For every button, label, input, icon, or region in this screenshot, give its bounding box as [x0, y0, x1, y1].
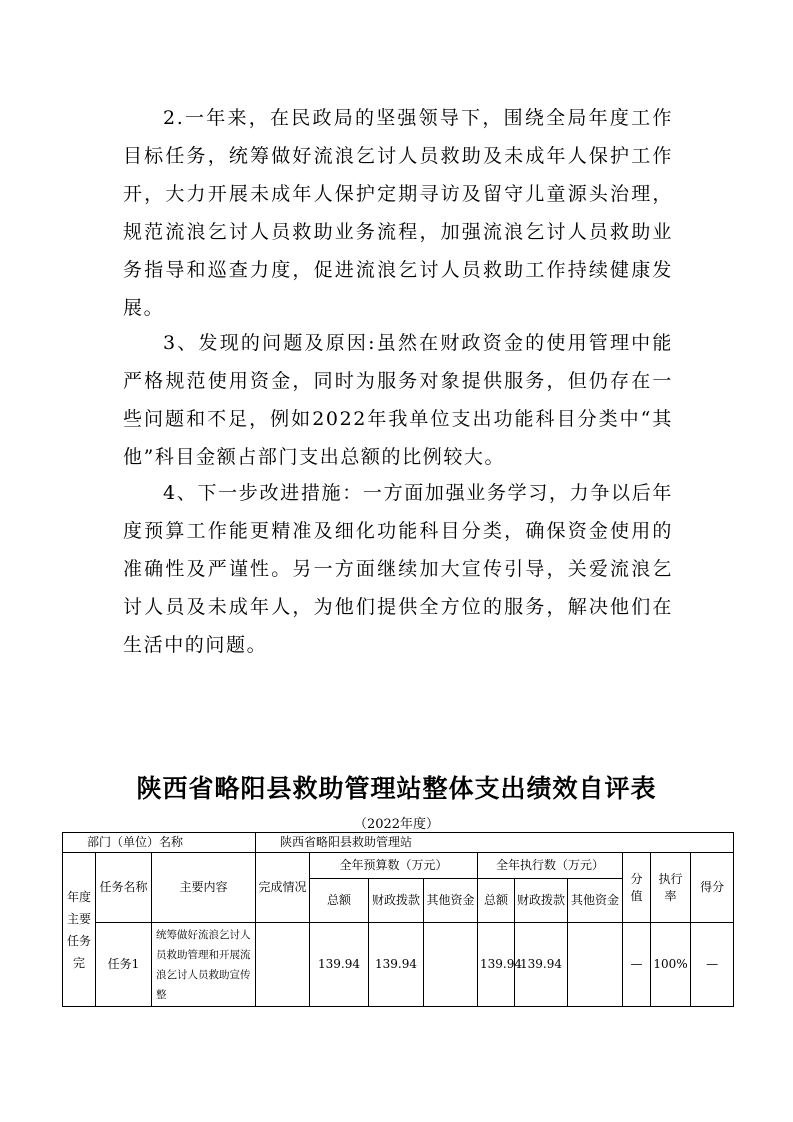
- exec-group-header: 全年执行数（万元）: [478, 853, 623, 879]
- exec-rate-cell: 100%: [651, 923, 691, 1007]
- year-task-header: 年度主要任务完: [63, 853, 96, 1007]
- score-value-cell: —: [623, 923, 651, 1007]
- budget-fiscal-cell: 139.94: [369, 923, 424, 1007]
- main-content-cell: 统筹做好流浪乞讨人员救助管理和开展流浪乞讨人员救助宣传整: [152, 923, 256, 1007]
- exec-fiscal-header: 财政拨款: [515, 879, 568, 923]
- completion-header: 完成情况: [256, 853, 310, 923]
- completion-cell: [256, 923, 310, 1007]
- table-row: [63, 833, 734, 853]
- exec-fiscal-cell: 139.94: [515, 923, 568, 1007]
- budget-other-cell: [424, 923, 478, 1007]
- paragraph-problems: 3、发现的问题及原因:虽然在财政资金的使用管理中能严格规范使用资金，同时为服务对象提供服务，但仍存在一些问题和不足，例如2022年我单位支出功能科目分类中“其他”科目金额占部门支出总额的比例较大。: [123, 332, 673, 468]
- budget-total-cell: 139.94: [310, 923, 369, 1007]
- main-content-header: 主要内容: [152, 853, 256, 923]
- dept-label: 部门（单位）名称: [63, 833, 256, 853]
- task-name-cell: 任务1: [96, 923, 152, 1007]
- exec-rate-header: 执行率: [651, 853, 691, 923]
- paragraph-improvements: 4、下一步改进措施：一方面加强业务学习，力争以后年度预算工作能更精准及细化功能科目分类，确保资金使用的准确性及严谨性。另一方面继续加大宣传引导，关爱流浪乞讨人员及未成年人，为他们提供全方位的服务，解决他们在生活中的问题。: [123, 482, 673, 656]
- budget-other-header: 其他资金: [424, 879, 478, 923]
- task-name-header: 任务名称: [96, 853, 152, 923]
- table-header-row: [63, 853, 734, 879]
- score-value-header: 分值: [623, 853, 651, 923]
- table-subtitle: （2022年度）: [353, 817, 440, 832]
- budget-fiscal-header: 财政拨款: [369, 879, 424, 923]
- exec-total-cell: 139.94: [478, 923, 515, 1007]
- budget-group-header: 全年预算数（万元）: [310, 853, 478, 879]
- table-title: 陕西省略阳县救助管理站整体支出绩效自评表: [136, 774, 657, 803]
- exec-other-cell: [568, 923, 623, 1007]
- dept-value: 陕西省略阳县救助管理站: [256, 833, 734, 853]
- paragraph-progress: 2.一年来，在民政局的坚强领导下，围绕全局年度工作目标任务，统筹做好流浪乞讨人员救助及未成年人保护工作开，大力开展未成年人保护定期寻访及留守儿童源头治理，规范流浪乞讨人员救助业务流程，加强流浪乞讨人员救助业务指导和巡查力度，促进流浪乞讨人员救助工作持续健康发展。: [123, 107, 673, 319]
- table-row: [63, 923, 734, 1007]
- exec-other-header: 其他资金: [568, 879, 623, 923]
- exec-total-header: 总额: [478, 879, 515, 923]
- score-cell: —: [691, 923, 734, 1007]
- performance-table: [62, 832, 734, 1007]
- score-header: 得分: [691, 853, 734, 923]
- budget-total-header: 总额: [310, 879, 369, 923]
